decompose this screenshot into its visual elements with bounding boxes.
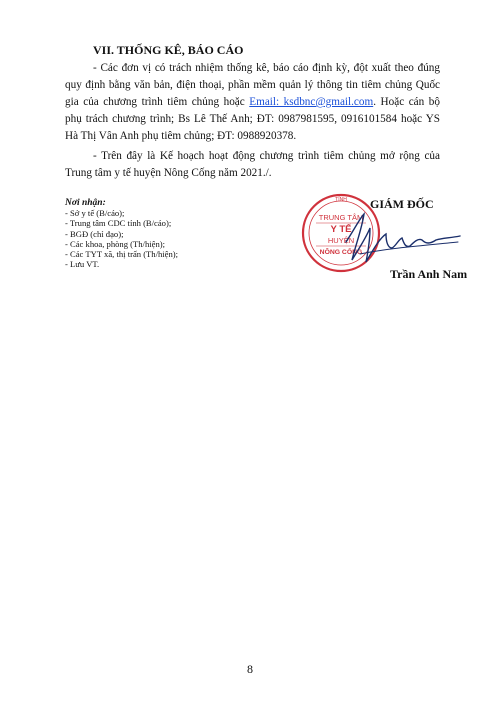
recipient-item: - BGĐ (chỉ đạo);: [65, 228, 124, 239]
recipient-item: - Sở y tế (B/cáo);: [65, 208, 125, 219]
recipients-list: [65, 208, 178, 269]
page-number: 8: [247, 662, 253, 676]
recipient-item: - Các TYT xã, thị trấn (Th/hiện);: [65, 249, 179, 260]
signer-title: GIÁM ĐỐC: [370, 197, 434, 211]
email-link[interactable]: Email: ksdbnc@gmail.com: [249, 96, 374, 108]
seal-line: Y TẾ: [330, 224, 352, 235]
seal-top-text: TỈNH: [335, 197, 347, 203]
section-heading: VII. THỐNG KÊ, BÁO CÁO: [93, 43, 244, 57]
recipients-title: Nơi nhận:: [65, 198, 106, 208]
reporting-paragraph-tail: . Hoặc cán bộ phụ trách chương trình; Bs Lê Thế Anh; ĐT: 0987981595, 0916101584 hoặc YS Hà Thị Vân Anh phụ tiêm chủng; ĐT: 0988920378.: [65, 96, 440, 142]
seal-line: HUYỆN: [327, 236, 355, 245]
signature-stroke: [346, 214, 460, 262]
handwritten-signature-icon: [340, 208, 470, 270]
recipient-item: - Trung tâm CDC tỉnh (B/cáo);: [65, 218, 172, 229]
closing-paragraph: - Trên đây là Kế hoạch hoạt động chương trình tiêm chủng mở rộng của Trung tâm y tế huyện Nông Cống năm 2021./.: [65, 150, 440, 179]
seal-line: NÔNG CỐNG: [319, 249, 363, 256]
recipients-block: [65, 198, 178, 269]
reporting-paragraph-text: - Các đơn vị có trách nhiệm thống kê, báo cáo định kỳ, đột xuất theo đúng quy định bằng văn bản, điện thoại, phần mềm quản lý thông tin tiêm chủng Quốc gia của chương trình tiêm chủng hoặc: [65, 62, 440, 108]
reporting-paragraph: [65, 60, 440, 145]
recipient-item: - Lưu VT.: [65, 259, 100, 270]
seal-line: TRUNG TÂM: [318, 213, 364, 222]
recipient-item: - Các khoa, phòng (Th/hiện);: [65, 238, 165, 249]
signer-name: Trần Anh Nam: [390, 267, 468, 281]
